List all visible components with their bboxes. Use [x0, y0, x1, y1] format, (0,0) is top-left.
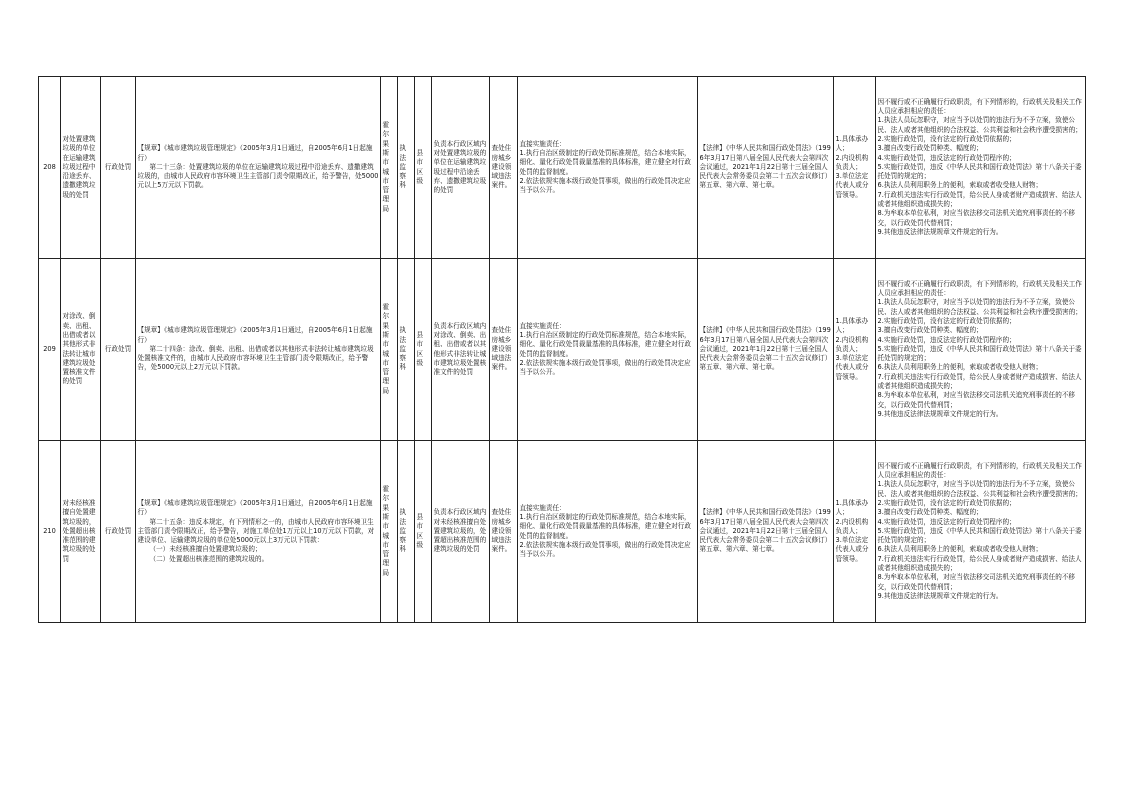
liability-circumstances: 因不履行或不正确履行行政职责，有下列情形的，行政机关及相关工作人员应承担相应的责任： 1.执法人员玩忽职守，对应当予以处罚的违法行为不予立案，致使公民、法人或者其他组织的合法权益、公共利益和社会秩序遭受损害的； 2.实施行政处罚，没有法定的行政处罚依据的； 3.擅自改变行政处罚种类、幅度的； 4.实施行政处罚，违反法定的行政处罚程序的； 5.实施行政处罚，违反《中华人民共和国行政处罚法》第十八条关于委托处罚的规定的； 6.执法人员利用职务上的便利，索取或者收受他人财物； 7.行政机关违法实行行政处罚，给公民人身或者财产造成损害、给法人或者其他组织造成损失的； 8.为牟取本单位私利，对应当依法移交司法机关追究刑事责任的不移交，以行政处罚代替刑罚； 9.其他违反法律法规规章文件规定的行为。: [876, 259, 1086, 441]
legal-basis-article: 第二十三条：处置建筑垃圾的单位在运输建筑垃圾过程中沿途丢弃、遗撒建筑垃圾的，由城市人民政府市容环境卫生主管部门责令限期改正，给予警告，处5000元以上5万元以下罚款。: [137, 162, 379, 190]
legal-basis-article: 第二十五条：违反本规定，有下列情形之一的，由城市人民政府市容环境卫生主管部门责令限期改正，给予警告，对施工单位处1万元以上10万元以下罚款，对建设单位、运输建筑垃圾的单位处5000元以上3万元以下罚款：: [137, 517, 375, 545]
item-type: 行政处罚: [101, 77, 136, 259]
item-number: 209: [39, 259, 61, 441]
implementing-department: 霍尔果斯市城市管理局: [381, 259, 398, 441]
item-name: 对涂改、倒卖、出租、出借或者以其他形式非法转让城市建筑垃圾处置核准文件的处罚: [61, 259, 101, 441]
administrative-level: 县市区级: [415, 77, 432, 259]
department-duty: 查处住房城乡建设领域违法案件。: [490, 259, 518, 441]
administrative-level: 县市区级: [415, 259, 432, 441]
item-name: 对未经核准擅自处置建筑垃圾的，处置超出核准范围的建筑垃圾的处罚: [61, 441, 101, 623]
department-duty: 查处住房城乡建设领域违法案件。: [490, 441, 518, 623]
implementing-department: 霍尔果斯市城市管理局: [381, 441, 398, 623]
accountable-subjects: 1.具体承办人； 2.内设机构负责人； 3.单位法定代表人或分管领导。: [834, 77, 876, 259]
accountability-law: 【法律】《中华人民共和国行政处罚法》（1996年3月17日第八届全国人民代表大会第四次会议通过，2021年1月22日第十三届全国人民代表大会常务委员会第二十五次会议修订） 第五章、第六章、第七章。: [698, 259, 834, 441]
liability-circumstances: 因不履行或不正确履行行政职责，有下列情形的，行政机关及相关工作人员应承担相应的责任： 1.执法人员玩忽职守，对应当予以处罚的违法行为不予立案，致使公民、法人或者其他组织的合法权益、公共利益和社会秩序遭受损害的； 2.实施行政处罚，没有法定的行政处罚依据的； 3.擅自改变行政处罚种类、幅度的； 4.实施行政处罚，违反法定的行政处罚程序的； 5.实施行政处罚，违反《中华人民共和国行政处罚法》第十八条关于委托处罚的规定的； 6.执法人员利用职务上的便利，索取或者收受他人财物； 7.行政机关违法实行行政处罚，给公民人身或者财产造成损害、给法人或者其他组织造成损失的； 8.为牟取本单位私利，对应当依法移交司法机关追究刑事责任的不移交，以行政处罚代替刑罚； 9.其他违反法律法规规章文件规定的行为。: [876, 77, 1086, 259]
legal-basis-item: （一）未经核准擅自处置建筑垃圾的；: [149, 545, 262, 554]
item-number: 210: [39, 441, 61, 623]
item-name: 对处置建筑垃圾的单位在运输建筑垃圾过程中沿途丢弃、遗撒建筑垃圾的处罚: [61, 77, 101, 259]
table-row: [39, 77, 1086, 259]
legal-basis: [136, 259, 381, 441]
responsibility-items: [518, 441, 698, 623]
responsibility-items: [518, 259, 698, 441]
liability-circumstances: 因不履行或不正确履行行政职责，有下列情形的，行政机关及相关工作人员应承担相应的责任： 1.执法人员玩忽职守，对应当予以处罚的违法行为不予立案，致使公民、法人或者其他组织的合法权益、公共利益和社会秩序遭受损害的； 2.实施行政处罚，没有法定的行政处罚依据的； 3.擅自改变行政处罚种类、幅度的； 4.实施行政处罚，违反法定的行政处罚程序的； 5.实施行政处罚，违反《中华人民共和国行政处罚法》第十八条关于委托处罚的规定的； 6.执法人员利用职务上的便利，索取或者收受他人财物； 7.行政机关违法实行行政处罚，给公民人身或者财产造成损害、给法人或者其他组织造成损失的； 8.为牟取本单位私利，对应当依法移交司法机关追究刑事责任的不移交，以行政处罚代替刑罚； 9.其他违反法律法规规章文件规定的行为。: [876, 441, 1086, 623]
legal-basis: [136, 441, 381, 623]
department-duty: 查处住房城乡建设领域违法案件。: [490, 77, 518, 259]
responsible-section: 执法监察科: [398, 441, 415, 623]
responsibility-text: 直接实施责任： 1.执行自治区级制定的行政处罚标准规范，结合本地实际，细化、量化行政处罚裁量基准的具体标准，建立健全对行政处罚的监督制度。 2.依法依规实施本级行政处罚事项，做出的行政处罚决定应当予以公开。: [519, 503, 691, 559]
power-content: 负责本行政区域内对处置建筑垃圾的单位在运输建筑垃圾过程中沿途丢弃、遗撒建筑垃圾的处罚: [432, 77, 490, 259]
responsibility-text: 直接实施责任： 1.执行自治区级制定的行政处罚标准规范，结合本地实际，细化、量化行政处罚裁量基准的具体标准，建立健全对行政处罚的监督制度。 2.依法依规实施本级行政处罚事项，做出的行政处罚决定应当予以公开。: [519, 139, 691, 195]
item-type: 行政处罚: [101, 441, 136, 623]
power-list-table: [38, 76, 1086, 623]
responsible-section: 执法监察科: [398, 259, 415, 441]
responsible-section: 执法监察科: [398, 77, 415, 259]
legal-basis-article: 第二十四条：涂改、倒卖、出租、出借或者以其他形式非法转让城市建筑垃圾处置核准文件的，由城市人民政府市容环境卫生主管部门责令限期改正，给予警告，处5000元以上2万元以下罚款。: [137, 344, 374, 372]
legal-basis: [136, 77, 381, 259]
table-row: [39, 441, 1086, 623]
accountable-subjects: 1.具体承办人； 2.内设机构负责人； 3.单位法定代表人或分管领导。: [834, 259, 876, 441]
table-row: [39, 259, 1086, 441]
power-content: 负责本行政区域内对涂改、倒卖、出租、出借或者以其他形式非法转让城市建筑垃圾处置核准文件的处罚: [432, 259, 490, 441]
accountable-subjects: 1.具体承办人； 2.内设机构负责人； 3.单位法定代表人或分管领导。: [834, 441, 876, 623]
administrative-level: 县市区级: [415, 441, 432, 623]
legal-basis-title: 【规章】《城市建筑垃圾管理规定》（2005年3月1日通过，自2005年6月1日起施行）: [137, 498, 373, 517]
responsibility-items: [518, 77, 698, 259]
accountability-law: 【法律】《中华人民共和国行政处罚法》（1996年3月17日第八届全国人民代表大会第四次会议通过，2021年1月22日第十三届全国人民代表大会常务委员会第二十五次会议修订） 第五章、第六章、第七章。: [698, 77, 834, 259]
item-number: 208: [39, 77, 61, 259]
legal-basis-title: 【规章】《城市建筑垃圾管理规定》（2005年3月1日通过，自2005年6月1日起施行）: [137, 144, 373, 162]
legal-basis-item: （二）处置超出核准范围的建筑垃圾的。: [149, 554, 269, 563]
responsibility-text: 直接实施责任： 1.执行自治区级制定的行政处罚标准规范，结合本地实际，细化、量化行政处罚裁量基准的具体标准，建立健全对行政处罚的监督制度。 2.依法依规实施本级行政处罚事项，做出的行政处罚决定应当予以公开。: [519, 321, 691, 377]
accountability-law: 【法律】《中华人民共和国行政处罚法》（1996年3月17日第八届全国人民代表大会第四次会议通过，2021年1月22日第十三届全国人民代表大会常务委员会第二十五次会议修订） 第五章、第六章、第七章。: [698, 441, 834, 623]
power-content: 负责本行政区域内对未经核准擅自处置建筑垃圾的，处置超出核准范围的建筑垃圾的处罚: [432, 441, 490, 623]
legal-basis-title: 【规章】《城市建筑垃圾管理规定》（2005年3月1日通过，自2005年6月1日起施行）: [137, 326, 373, 344]
implementing-department: 霍尔果斯市城市管理局: [381, 77, 398, 259]
item-type: 行政处罚: [101, 259, 136, 441]
